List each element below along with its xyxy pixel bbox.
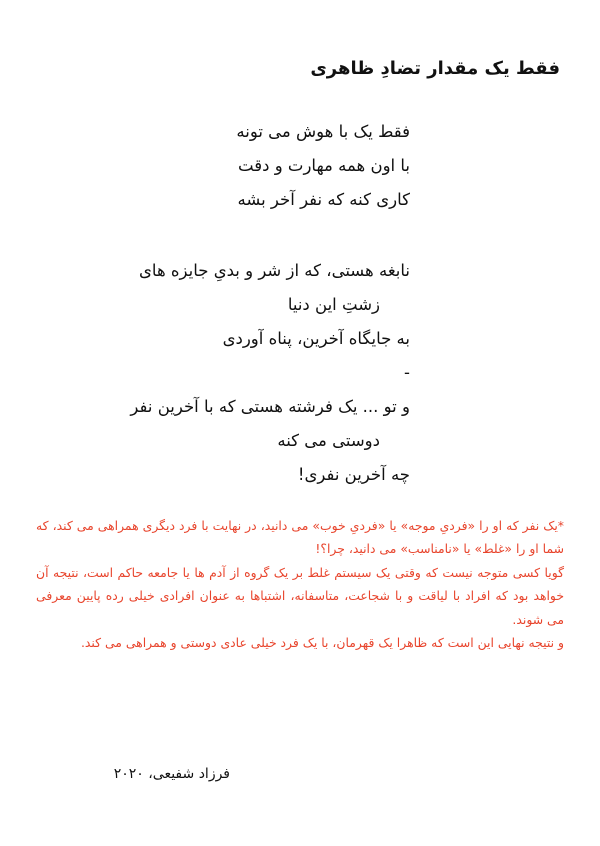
footnote-paragraph: و نتیجه نهایی این است که ظاهرا یک قهرمان، با یک فرد خیلی عادی دوستی و همراهی می کند.	[80, 635, 564, 651]
poem-line: زشتِ این دنیا	[287, 295, 380, 314]
author-signature: فرزاد شفیعی، ۲۰۲۰	[113, 766, 230, 782]
poem-line: با اون همه مهارت و دقت	[238, 156, 410, 175]
footnote	[36, 514, 564, 654]
poem-line: نابغه هستی، که از شر و بدیِ جایزه های	[139, 261, 410, 280]
footnote-paragraph: *یک نفر که او را «فردیِ موجه» یا «فردیِ خوب» می دانید، در نهایت با فرد دیگری همراهی می کند، که شما او را «غلط» یا «نامناسب» می دانید، چرا؟!	[36, 518, 564, 557]
poem-line: فقط یک با هوش می تونه	[236, 122, 410, 141]
footnote-paragraph: گویا کسی متوجه نیست که وقتی یک سیستم غلط بر یک گروه از آدم ها یا جامعه حاکم است، نتیجه آن خواهد بود که افراد با لیاقت و با شجاعت، متاسفانه، اشتباها به عنوان افرادی خیلی رده پایین معرفی می شوند.	[36, 564, 564, 627]
poem-separator: -	[404, 363, 410, 382]
poem-line: و تو ... یک فرشته هستی که با آخرین نفر	[130, 397, 410, 416]
poem-body	[130, 115, 410, 492]
poem-line: کاری کنه که نفر آخر بشه	[237, 190, 410, 209]
poem-line: دوستی می کنه	[277, 431, 380, 450]
poem-line: به جایگاه آخرین، پناه آوردی	[222, 329, 410, 348]
poem-line: چه آخرین نفری!	[297, 465, 410, 484]
stanza-gap	[130, 217, 410, 254]
poem-title: فقط یک مقدار تضادِ ظاهری	[310, 58, 560, 79]
